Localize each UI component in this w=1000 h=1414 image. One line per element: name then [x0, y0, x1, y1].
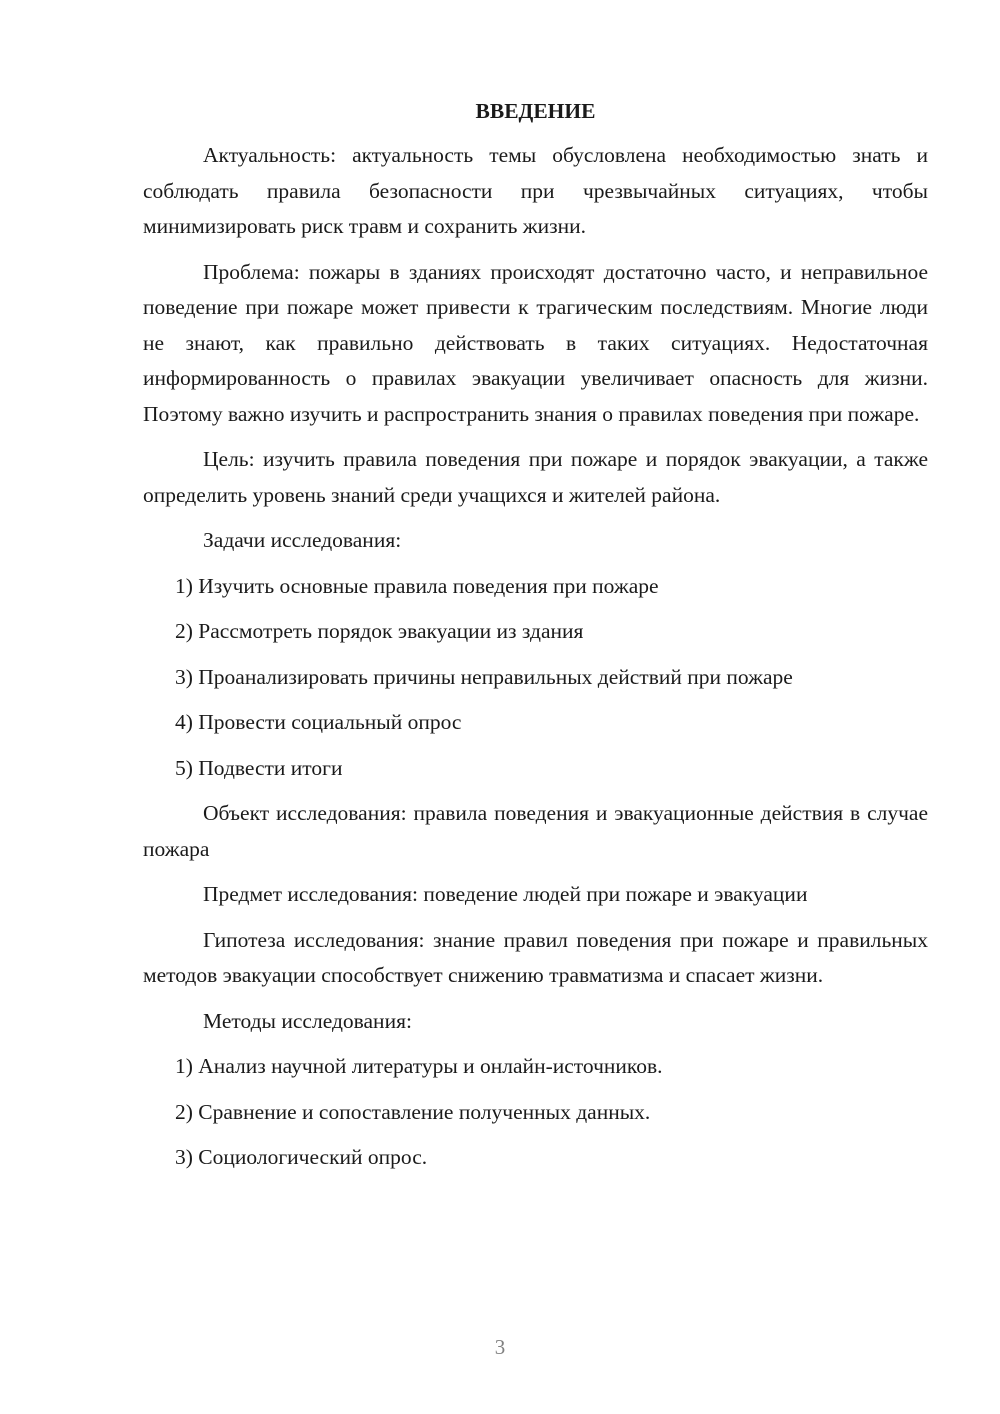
page-title: ВВЕДЕНИЕ [475, 99, 596, 123]
problem-paragraph: Проблема: пожары в зданиях происходят достаточно часто, и неправильное поведение при пожаре может привести к трагическим последствиям. Многие люди не знают, как правильно действовать в таких ситуациях. Недостаточная информированность о правилах эвакуации увеличивает опасность для жизни. Поэтому важно изучить и распространить знания о правилах поведения при пожаре. [143, 259, 928, 426]
task-item: 2) Рассмотреть порядок эвакуации из здания [175, 619, 584, 643]
method-item: 2) Сравнение и сопоставление полученных данных. [175, 1099, 651, 1124]
method-item: 3) Социологический опрос. [175, 1145, 428, 1169]
task-item: 4) Провести социальный опрос [175, 710, 462, 734]
goal-paragraph: Цель: изучить правила поведения при пожаре и порядок эвакуации, а также определить уровень знаний среди учащихся и жителей района. [143, 447, 928, 507]
method-item: 1) Анализ научной литературы и онлайн-источников. [175, 1054, 663, 1078]
task-item: 5) Подвести итоги [175, 755, 343, 780]
hypothesis-paragraph: Гипотеза исследования: знание правил поведения при пожаре и правильных методов эвакуации способствует снижению травматизма и спасает жизни. [143, 927, 928, 987]
object-paragraph: Объект исследования: правила поведения и эвакуационные действия в случае пожара [143, 801, 928, 861]
page-number: 3 [494, 1335, 506, 1359]
task-item: 3) Проанализировать причины неправильных действий при пожаре [175, 664, 793, 689]
subject-paragraph: Предмет исследования: поведение людей при пожаре и эвакуации [203, 882, 808, 906]
page-content [143, 96, 928, 1186]
methods-heading: Методы исследования: [203, 1008, 412, 1033]
relevance-paragraph: Актуальность: актуальность темы обусловлена необходимостью знать и соблюдать правила безопасности при чрезвычайных ситуациях, чтобы минимизировать риск травм и сохранить жизни. [143, 143, 928, 238]
task-item: 1) Изучить основные правила поведения при пожаре [175, 573, 659, 598]
tasks-heading: Задачи исследования: [203, 528, 402, 552]
